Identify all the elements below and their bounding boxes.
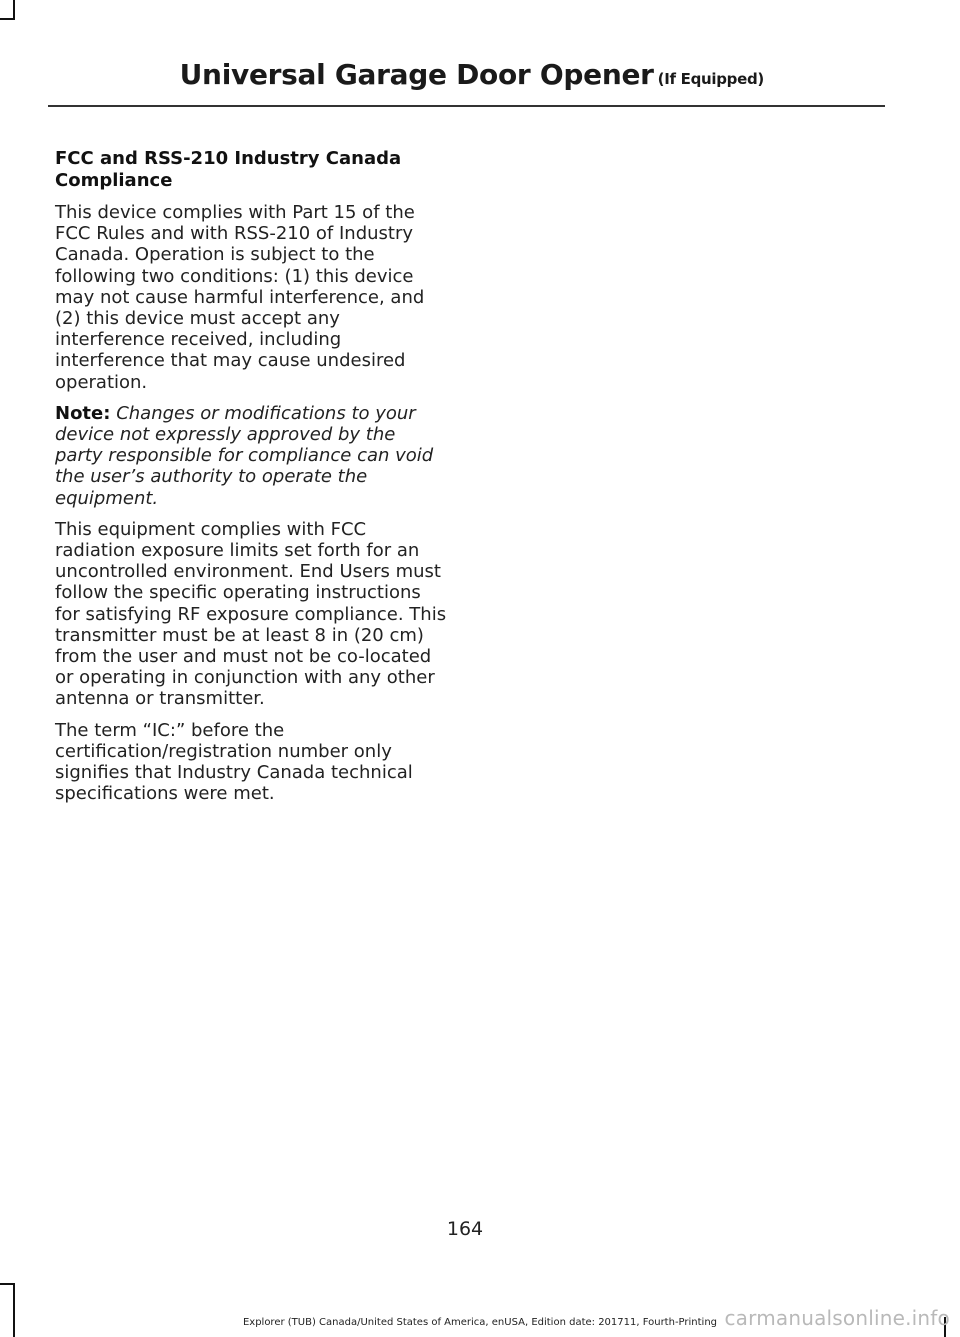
content-column — [55, 148, 447, 814]
note-text: Changes or modifications to your device not expressly approved by the party responsible for compliance can void the user’s authority to operate the equipment. — [55, 402, 434, 509]
section-heading: FCC and RSS-210 Industry Canada Compliance — [55, 148, 402, 191]
crop-mark-top-left-horizontal — [0, 18, 15, 20]
page-number: 164 — [446, 1218, 484, 1240]
watermark-text: carmanualsonline.info — [724, 1306, 950, 1330]
crop-mark-top-left-vertical — [13, 0, 15, 20]
header-title-text: Universal Garage Door Opener — [179, 58, 654, 91]
note-paragraph — [55, 403, 447, 509]
ic-term-paragraph: The term “IC:” before the certification/registration number only signifies that Industry Canada technical specifications were met. — [55, 719, 413, 805]
header-title-suffix: (If Equipped) — [657, 70, 764, 88]
rf-exposure-paragraph: This equipment complies with FCC radiation exposure limits set forth for an uncontrolled environment. End Users must follow the specific operating instructions for satisfying RF exposure compliance. This transmitter must be at least 8 in (20 cm) from the user and must not be co-located or operating in conjunction with any other antenna or transmitter. — [55, 518, 447, 710]
crop-mark-bottom-left-vertical — [13, 1283, 15, 1337]
header-divider — [48, 105, 885, 107]
page-header-title — [180, 58, 764, 91]
crop-mark-bottom-left-horizontal — [0, 1283, 15, 1285]
compliance-paragraph: This device complies with Part 15 of the FCC Rules and with RSS-210 of Industry Canada. Operation is subject to the following two conditions: (1) this device may not cause harmful interference, and (2) this device must accept any interference received, including interference that may cause undesired operation. — [55, 202, 425, 393]
note-label: Note: — [55, 402, 111, 424]
edition-footer: Explorer (TUB) Canada/United States of America, enUSA, Edition date: 201711, Fourth-Printing — [242, 1317, 718, 1328]
